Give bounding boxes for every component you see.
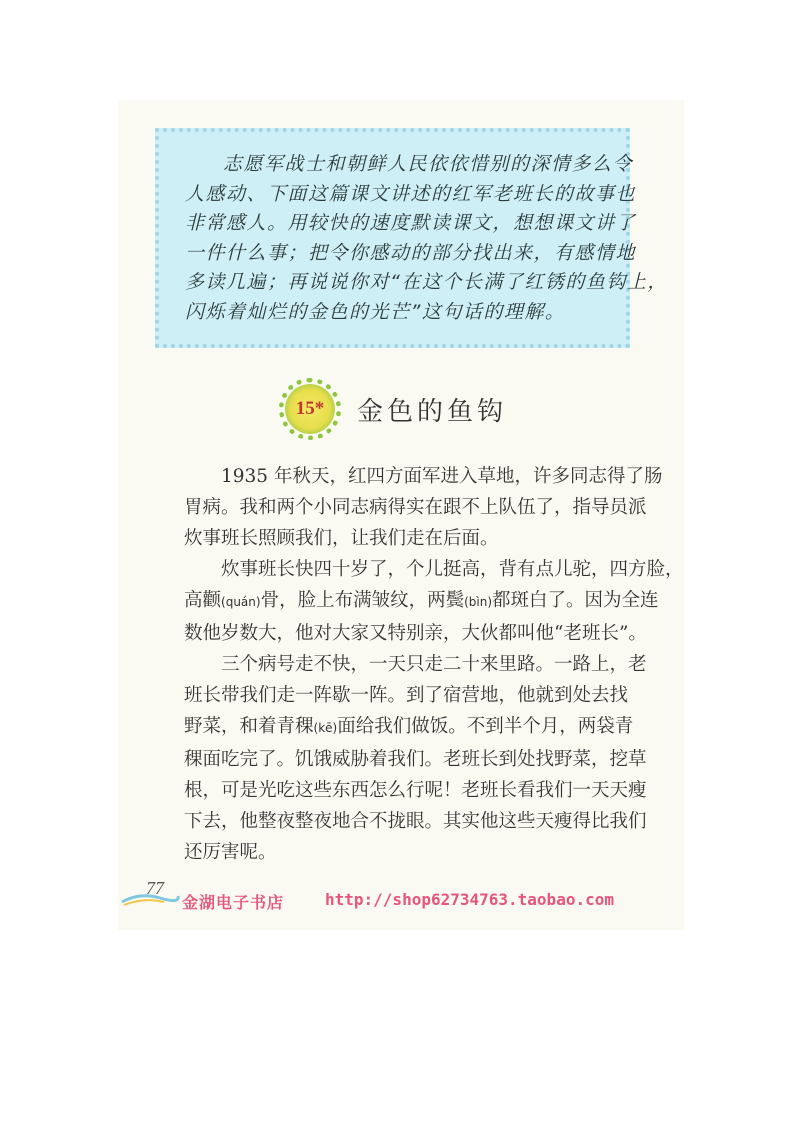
body-line <box>184 585 659 618</box>
body-line: 班长带我们走一阵歇一阵。到了宿营地，他就到处去找 <box>184 685 629 706</box>
body-line: 还厉害呢。 <box>184 842 277 863</box>
body-line: 根，可是光吃这些东西怎么行呢！老班长看我们一天天瘦 <box>184 780 647 801</box>
intro-line: 一件什么事；把令你感动的部分找出来，有感情地 <box>185 241 637 264</box>
lesson-body <box>184 461 684 868</box>
text-run: 都斑白了。因为全连 <box>492 590 659 611</box>
body-line: 1935 年秋天，红四方面军进入草地，许多同志得了肠 <box>221 466 663 487</box>
body-line: 数他岁数大，他对大家又特别亲，大伙都叫他“老班长”。 <box>184 623 647 644</box>
lesson-number: 15* <box>295 398 325 419</box>
pinyin-annotation: (quán) <box>221 595 261 609</box>
lesson-title <box>285 383 507 435</box>
text-run: 骨，脸上布满皱纹，两鬓 <box>260 590 465 611</box>
pinyin-annotation: (bìn) <box>464 595 492 609</box>
store-name: 金湖电子书店 <box>182 893 285 912</box>
intro-line: 人感动、下面这篇课文讲述的红军老班长的故事也 <box>185 182 637 205</box>
intro-line: 闪烁着灿烂的金色的光芒”这句话的理解。 <box>185 300 566 323</box>
lesson-title-text: 金色的鱼钩 <box>357 396 508 427</box>
intro-line: 多读几遍；再说说你对“在这个长满了红锈的鱼钩上， <box>185 271 668 293</box>
body-line <box>184 711 644 744</box>
body-line: 稞面吃完了。饥饿威胁着我们。老班长到处找野菜，挖草 <box>184 749 647 770</box>
intro-line: 志愿军战士和朝鲜人民依依惜别的深情多么令 <box>223 153 634 175</box>
page-number: 77 <box>146 878 164 898</box>
body-line: 炊事班长快四十岁了，个儿挺高，背有点儿驼，四方脸， <box>221 559 684 580</box>
text-run: 野菜，和着青稞 <box>184 716 314 737</box>
text-run: 高颧 <box>184 590 222 611</box>
body-line: 炊事班长照顾我们，让我们走在后面。 <box>184 528 499 549</box>
pinyin-annotation: (kē) <box>313 721 338 735</box>
intro-line: 非常感人。用较快的速度默读课文，想想课文讲了 <box>185 212 637 234</box>
lesson-number-badge <box>285 384 335 434</box>
page-footer <box>120 878 640 918</box>
intro-box <box>155 128 668 348</box>
body-line: 下去，他整夜整夜地合不拢眼。其实他这些天瘦得比我们 <box>184 811 647 832</box>
text-run: 面给我们做饭。不到半个月，两袋青 <box>337 716 634 737</box>
store-url-link[interactable]: http://shop62734763.taobao.com <box>325 890 614 909</box>
body-line: 三个病号走不快，一天只走二十来里路。一路上，老 <box>221 654 647 675</box>
body-line: 胃病。我和两个小同志病得实在跟不上队伍了，指导员派 <box>184 497 647 518</box>
